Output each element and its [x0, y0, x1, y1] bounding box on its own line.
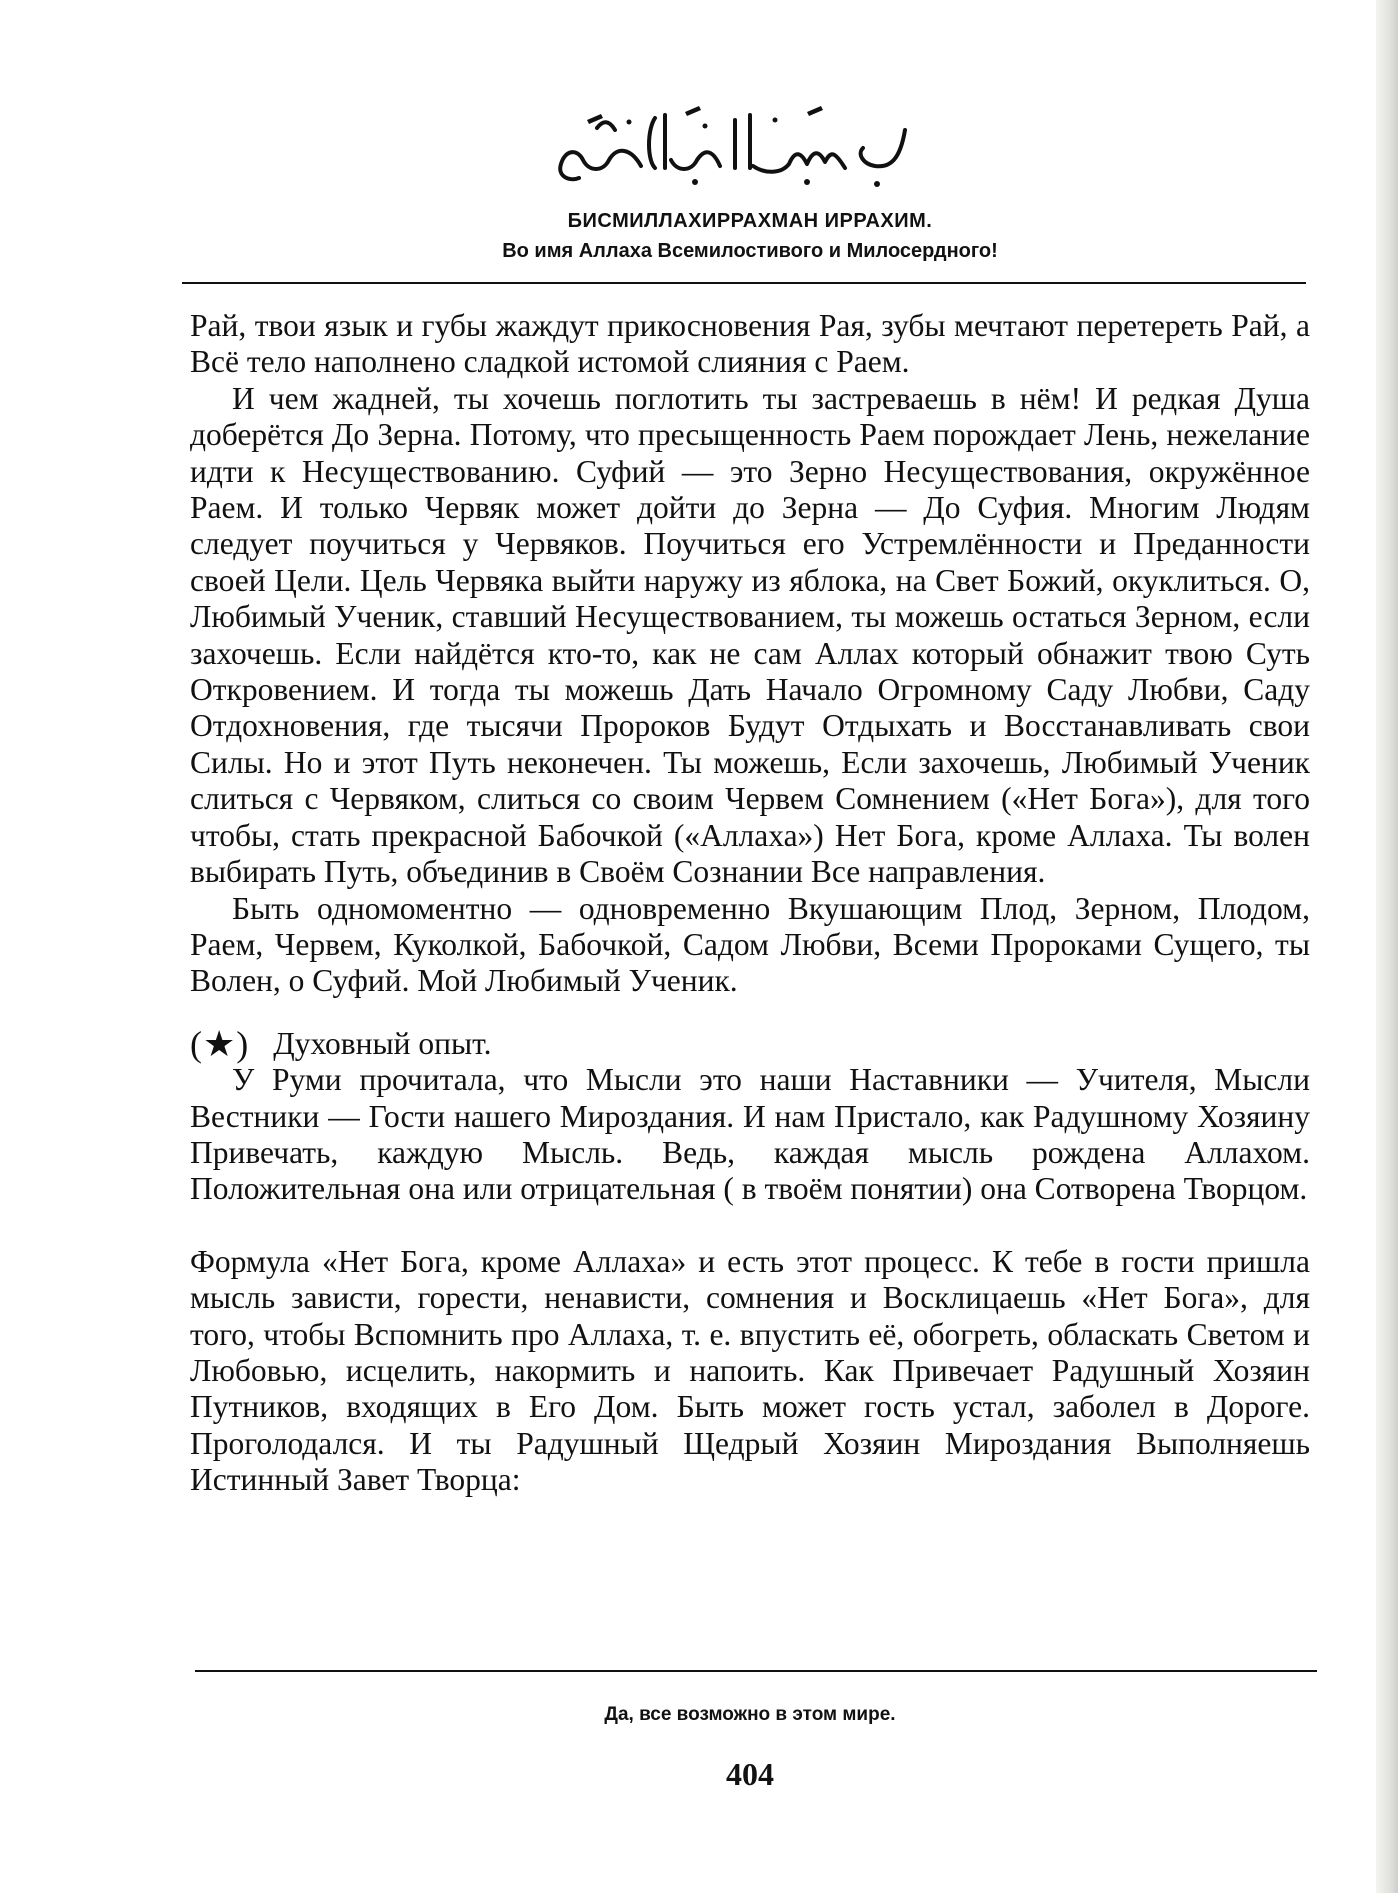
page-spine-shadow	[1376, 0, 1398, 1893]
header-subtitle: Во имя Аллаха Всемилостивого и Милосердного!	[502, 240, 998, 262]
basmala-calligraphy-icon	[545, 90, 925, 200]
header-divider	[182, 282, 1306, 284]
paragraph-2: И чем жадней, ты хочешь поглотить ты застреваешь в нём! И редкая Душа доберётся До Зерна. Потому, что пресыщенность Раем порождает Лень, нежелание идти к Несуществованию. Суфий — это Зерно Несуществования, окружённое Раем. И только Червяк может дойти до Зерна — До Суфия. Многим Людям следует поучиться у Червяков. Поучиться его Устремлённости и Преданности своей Цели. Цель Червяка выйти наружу из яблока, на Свет Божий, окуклиться. О, Любимый Ученик, ставший Несуществованием, ты можешь остаться Зерном, если захочешь. Если найдётся кто-то, как не сам Аллах который обнажит твою Суть Откровением. И тогда ты можешь Дать Начало Огромному Саду Любви, Саду Отдохновения, где тысячи Пророков Будут Отдыхать и Восстанавливать свои Силы. Но и этот Путь неконечен. Ты можешь, Если захочешь, Любимый Ученик слиться с Червяком, слиться со своим Червем Сомнением («Нет Бога»), для того чтобы, стать прекрасной Бабочкой («Аллаха») Нет Бога, кроме Аллаха. Ты волен выбирать Путь, объединив в Своём Сознании Все направления.	[190, 380, 1310, 890]
paragraph-4: У Руми прочитала, что Мысли это наши Наставники — Учителя, Мысли Вестники — Гости нашего Мироздания. И нам Пристало, как Радушному Хозяину Привечать, каждую Мысль. Ведь, каждая мысль рождена Аллахом. Положительная она или отрицательная ( в твоём понятии) она Сотворена Творцом.	[190, 1062, 1310, 1207]
footer-note: Да, все возможно в этом мире.	[604, 1704, 896, 1725]
paragraph-5: Формула «Нет Бога, кроме Аллаха» и есть этот процесс. К тебе в гости пришла мысль зависти, горести, ненависти, сомнения и Восклицаешь «Нет Бога», для того, чтобы Вспомнить про Аллаха, т. е. впустить её, обогреть, обласкать Светом и Любовью, исцелить, накормить и напоить. Как Привечает Радушный Хозяин Путников, входящих в Его Дом. Быть может гость устал, заболел в Дороге. Проголодался. И ты Радушный Щедрый Хозяин Мироздания Выполняешь Истинный Завет Творца:	[190, 1243, 1310, 1498]
paragraph-1: Рай, твои язык и губы жаждут прикосновения Рая, зубы мечтают перетереть Рай, а Всё тело наполнено сладкой истомой слияния с Раем.	[190, 308, 1310, 380]
paragraph-3: Быть одномоментно — одновременно Вкушающим Плод, Зерном, Плодом, Раем, Червем, Куколкой, Бабочкой, Садом Любви, Всеми Пророками Сущего, ты Волен, о Суфий. Мой Любимый Ученик.	[190, 890, 1310, 999]
body-text	[190, 308, 1310, 1499]
footer-divider	[195, 1670, 1317, 1672]
header-title: БИСМИЛЛАХИРРАХМАН ИРРАХИМ.	[567, 210, 933, 232]
section-heading: Духовный опыт.	[273, 1025, 492, 1061]
page-number: 404	[726, 1756, 774, 1792]
star-icon: (★)	[190, 1023, 250, 1064]
section-heading-row	[190, 1023, 1310, 1064]
